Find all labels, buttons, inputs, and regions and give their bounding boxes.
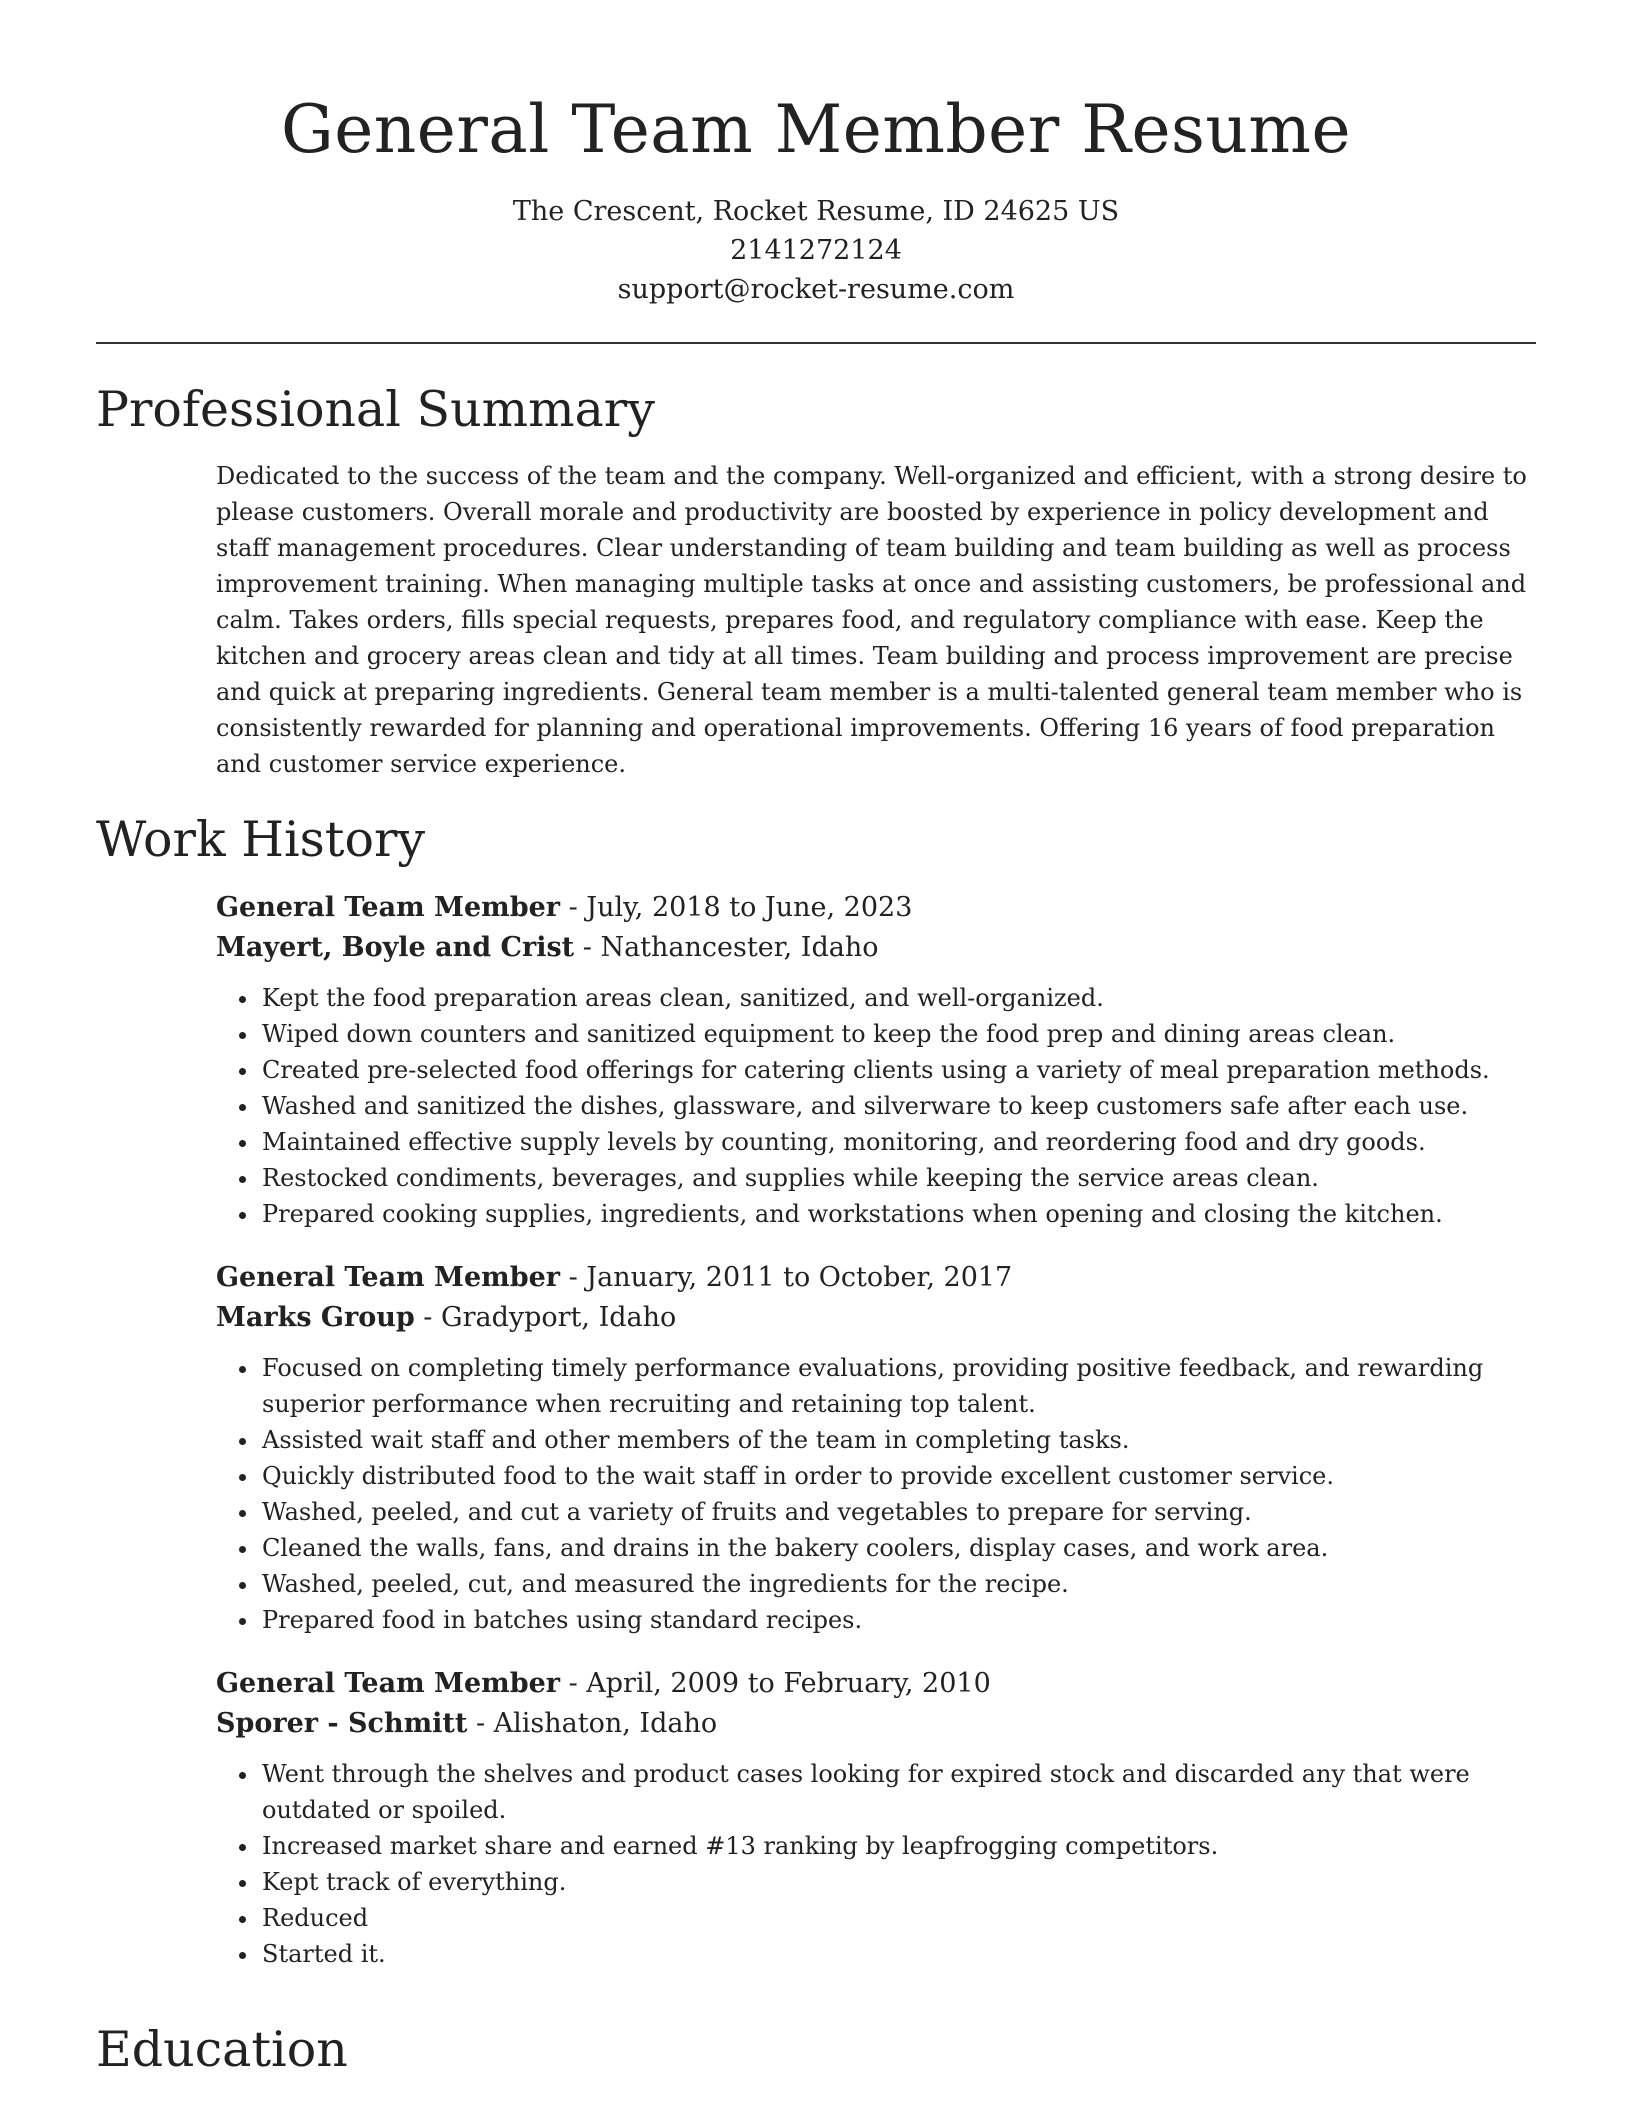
- job-company: Mayert, Boyle and Crist: [216, 932, 575, 963]
- job-title-line: [216, 1258, 1534, 1298]
- job-title: General Team Member: [216, 892, 560, 923]
- job-title-line: [216, 888, 1534, 928]
- summary-block: [216, 458, 1534, 782]
- job-duties: [216, 1756, 1534, 1972]
- contact-email: support@rocket-resume.com: [617, 274, 1015, 305]
- work-history-block: [216, 888, 1534, 1998]
- job-company: Marks Group: [216, 1302, 415, 1333]
- job-title: General Team Member: [216, 1668, 560, 1699]
- section-title-summary: Professional Summary: [96, 381, 655, 438]
- job-entry: [216, 1258, 1534, 1638]
- job-entry: [216, 1664, 1534, 1972]
- job-title: General Team Member: [216, 1262, 560, 1293]
- job-duties: [216, 980, 1534, 1232]
- job-location: - Gradyport, Idaho: [414, 1302, 677, 1333]
- duty-item: • Created pre-selected food offerings for catering clients using a variety of meal preparation methods.: [260, 1052, 1534, 1088]
- job-company-line: [216, 928, 1534, 968]
- job-title-line: [216, 1664, 1534, 1704]
- job-duties: [216, 1350, 1534, 1638]
- resume-title: General Team Member Resume: [280, 91, 1352, 168]
- contact-address: The Crescent, Rocket Resume, ID 24625 US: [512, 196, 1120, 227]
- duty-item: • Washed and sanitized the dishes, glassware, and silverware to keep customers safe after each use.: [260, 1088, 1534, 1124]
- duty-item: • Quickly distributed food to the wait staff in order to provide excellent customer service.: [260, 1458, 1534, 1494]
- resume-header: [0, 0, 1632, 309]
- job-location: - Alishaton, Idaho: [467, 1708, 718, 1739]
- duty-item: • Increased market share and earned #13 ranking by leapfrogging competitors.: [260, 1828, 1534, 1864]
- duty-item: • Wiped down counters and sanitized equipment to keep the food prep and dining areas clean.: [260, 1016, 1534, 1052]
- duty-item: • Assisted wait staff and other members of the team in completing tasks.: [260, 1422, 1534, 1458]
- job-company: Sporer - Schmitt: [216, 1708, 468, 1739]
- contact-info: [0, 192, 1632, 309]
- section-title-work-history: Work History: [96, 811, 426, 868]
- duty-item: • Cleaned the walls, fans, and drains in the bakery coolers, display cases, and work area.: [260, 1530, 1534, 1566]
- job-company-line: [216, 1298, 1534, 1338]
- job-company-line: [216, 1704, 1534, 1744]
- duty-item: • Kept track of everything.: [260, 1864, 1534, 1900]
- summary-text: Dedicated to the success of the team and the company. Well-organized and efficient, with a strong desire to please customers. Overall morale and productivity are boosted by experience in policy development and staff management procedures. Clear understanding of team building and team building as well as process improvement training. When managing multiple tasks at once and assisting customers, be professional and calm. Takes orders, fills special requests, prepares food, and regulatory compliance with ease. Keep the kitchen and grocery areas clean and tidy at all times. Team building and process improvement are precise and quick at preparing ingredients. General team member is a multi-talented general team member who is consistently rewarded for planning and operational improvements. Offering 16 years of food preparation and customer service experience.: [216, 462, 1527, 778]
- duty-item: • Restocked condiments, beverages, and supplies while keeping the service areas clean.: [260, 1160, 1534, 1196]
- duty-item: • Started it.: [260, 1936, 1534, 1972]
- duty-item: • Prepared cooking supplies, ingredients, and workstations when opening and closing the kitchen.: [260, 1196, 1534, 1232]
- duty-item: • Kept the food preparation areas clean, sanitized, and well-organized.: [260, 980, 1534, 1016]
- job-dates: - January, 2011 to October, 2017: [559, 1262, 1013, 1293]
- header-divider: [96, 342, 1536, 344]
- section-title-education: Education: [96, 2021, 348, 2078]
- job-dates: - April, 2009 to February, 2010: [559, 1668, 991, 1699]
- contact-phone: 2141272124: [730, 235, 902, 266]
- duty-item: • Reduced: [260, 1900, 1534, 1936]
- duty-item: • Prepared food in batches using standard recipes.: [260, 1602, 1534, 1638]
- duty-item: • Washed, peeled, and cut a variety of fruits and vegetables to prepare for serving.: [260, 1494, 1534, 1530]
- job-entry: [216, 888, 1534, 1232]
- duty-item: • Washed, peeled, cut, and measured the ingredients for the recipe.: [260, 1566, 1534, 1602]
- duty-item: • Maintained effective supply levels by counting, monitoring, and reordering food and dry goods.: [260, 1124, 1534, 1160]
- job-location: - Nathancester, Idaho: [574, 932, 879, 963]
- job-dates: - July, 2018 to June, 2023: [559, 892, 913, 923]
- duty-item: • Focused on completing timely performance evaluations, providing positive feedback, and rewarding superior performance when recruiting and retaining top talent.: [260, 1350, 1534, 1422]
- duty-item: • Went through the shelves and product cases looking for expired stock and discarded any that were outdated or spoiled.: [260, 1756, 1534, 1828]
